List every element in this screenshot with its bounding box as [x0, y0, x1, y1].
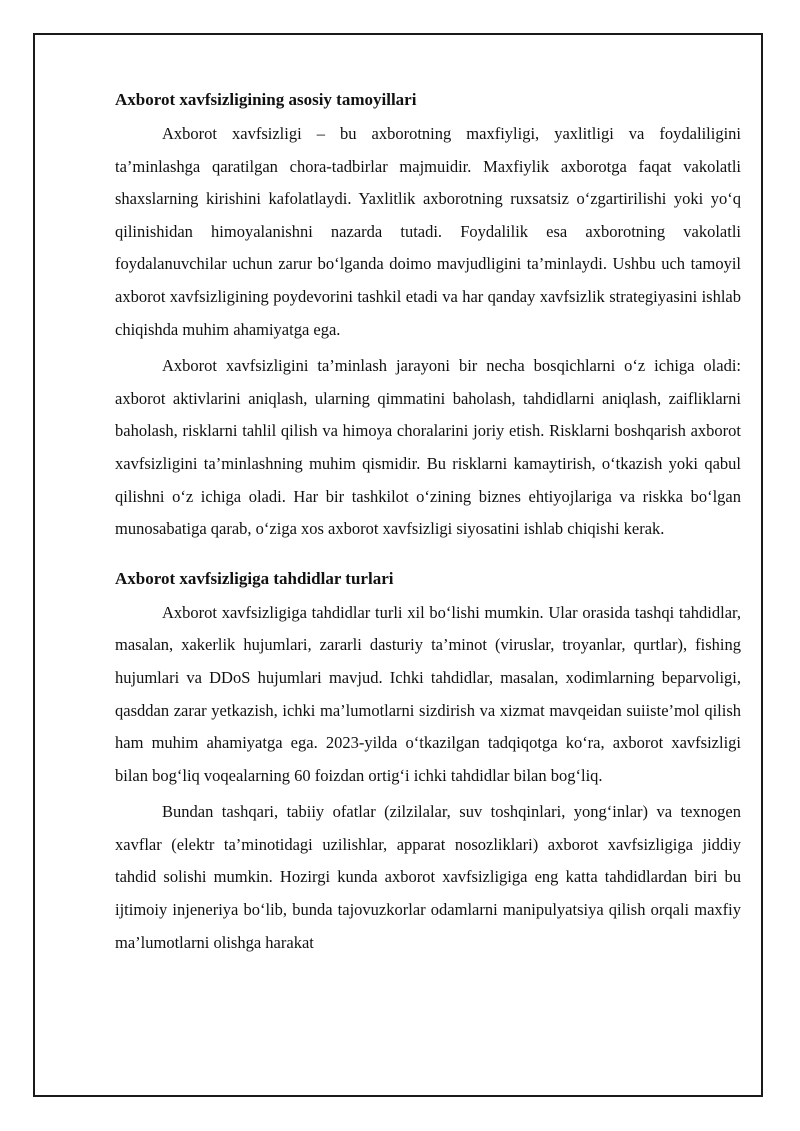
section-threats: [115, 563, 741, 960]
section-heading: Axborot xavfsizligiga tahdidlar turlari: [115, 568, 394, 588]
paragraph: Axborot xavfsizligiga tahdidlar turli xil bo‘lishi mumkin. Ular orasida tashqi tahdidlar, masalan, xakerlik hujumlari, zararli dasturiy ta’minot (viruslar, troyanlar, qurtlar), fishing hujumlari va DDoS hujumlari mavjud. Ichki tahdidlar, masalan, xodimlarning beparvoligi, qasddan zarar yetkazish, ichki ma’lumotlarni sizdirish va xizmat mavqeidan suiiste’mol qilish ham muhim ahamiyatga ega. 2023-yilda o‘tkazilgan tadqiqotga ko‘ra, axborot xavfsizligi bilan bog‘liq voqealarning 60 foizdan ortig‘i ichki tahdidlar bilan bog‘liq.: [115, 602, 741, 785]
document-body: [115, 84, 741, 963]
paragraph: Axborot xavfsizligini ta’minlash jarayoni bir necha bosqichlarni o‘z ichiga oladi: axborot aktivlarini aniqlash, ularning qimmatini baholash, tahdidlarni aniqlash, zaifliklarni baholash, risklarni tahlil qilish va himoya choralarini joriy etish. Risklarni boshqarish axborot xavfsizligini ta’minlashning muhim qismidir. Bu risklarni kamaytirish, o‘tkazish yoki qabul qilishni o‘z ichiga oladi. Har bir tashkilot o‘zining biznes ehtiyojlariga va riskka bo‘lgan munosabatiga qarab, o‘ziga xos axborot xavfsizligi siyosatini ishlab chiqishi kerak.: [115, 356, 741, 539]
section-principles: [115, 84, 741, 546]
section-heading: Axborot xavfsizligining asosiy tamoyillari: [115, 90, 417, 109]
paragraph: Bundan tashqari, tabiiy ofatlar (zilzilalar, suv toshqinlari, yong‘inlar) va texnogen xavflar (elektr ta’minotidagi uzilishlar, apparat nosozliklari) axborot xavfsizligiga jiddiy tahdid solishi mumkin. Hozirgi kunda axborot xavfsizligiga eng katta tahdidlardan biri bu ijtimoiy injeneriya bo‘lib, bunda tajovuzkorlar odamlarni manipulyatsiya qilish orqali maxfiy ma’lumotlarni olishga harakat: [115, 802, 741, 952]
paragraph: Axborot xavfsizligi – bu axborotning maxfiyligi, yaxlitligi va foydaliligini ta’minlashga qaratilgan chora-tadbirlar majmuidir. Maxfiylik axborotga faqat vakolatli shaxslarning kirishini kafolatlaydi. Yaxlitlik axborotning ruxsatsiz o‘zgartirilishi yoki yo‘q qilinishidan himoyalanishni nazarda tutadi. Foydalilik esa axborotning vakolatli foydalanuvchilar uchun zarur bo‘lganda doimo mavjudligini ta’minlaydi. Ushbu uch tamoyil axborot xavfsizligining poydevorini tashkil etadi va har qanday xavfsizlik strategiyasini ishlab chiqishda muhim ahamiyatga ega.: [115, 124, 741, 339]
